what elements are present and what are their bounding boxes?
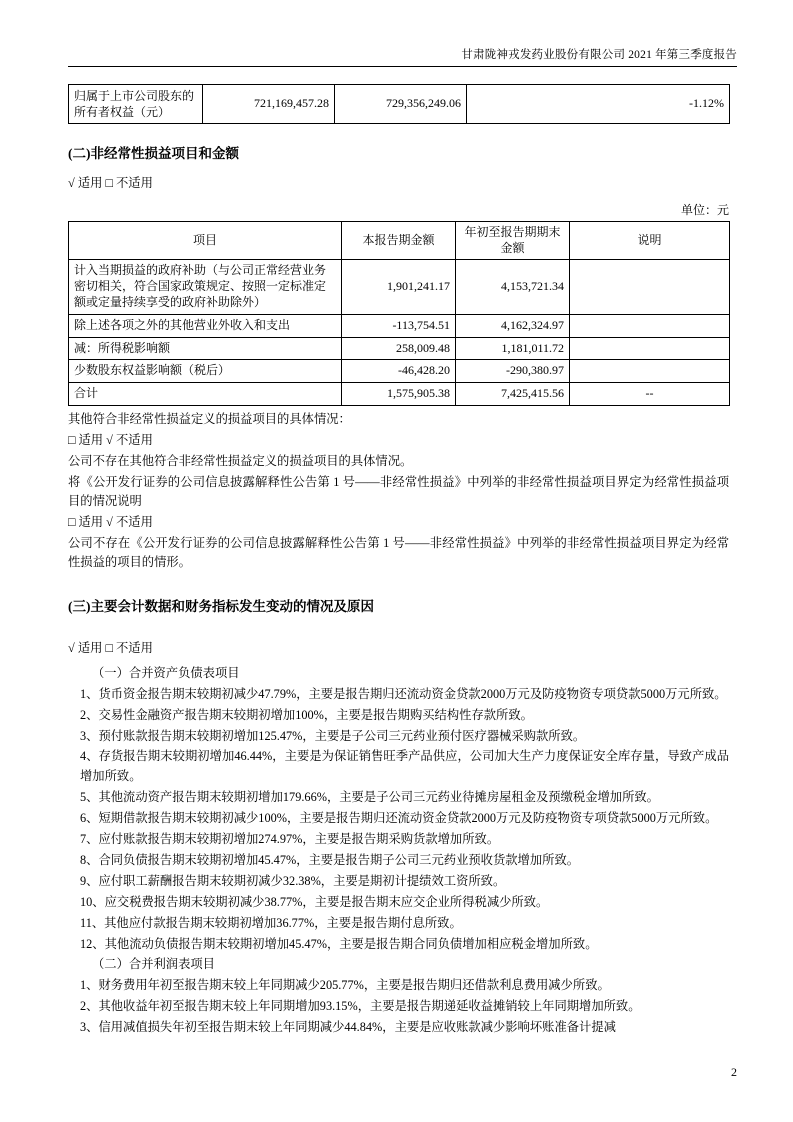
col-header-note: 说明 [570, 221, 730, 260]
equity-row-change: -1.12% [467, 85, 730, 124]
table-row [69, 360, 730, 383]
other-items-statement: 公司不存在其他符合非经常性损益定义的损益项目的具体情况。 [68, 454, 413, 469]
list-item: 7、应付账款报告期末较期初增加274.97%，主要是报告期采购货款增加所致。 [80, 832, 500, 847]
table-row [69, 337, 730, 360]
row-note [570, 337, 730, 360]
other-items-applicable: □ 适用 √ 不适用 [68, 433, 153, 448]
continued-equity-table [68, 84, 730, 124]
section-2-heading: (二)非经常性损益项目和金额 [68, 146, 239, 162]
row-item: 计入当期损益的政府补助（与公司正常经营业务密切相关，符合国家政策规定、按照一定标准定额或定量持续享受的政府补助除外） [69, 260, 342, 314]
list-item: 3、信用减值损失年初至报告期末较上年同期减少44.84%，主要是应收账款减少影响坏账准备计提减 [80, 1020, 616, 1035]
table-row [69, 314, 730, 337]
other-items-intro: 其他符合非经常性损益定义的损益项目的具体情况： [68, 412, 351, 427]
row-item: 减：所得税影响额 [69, 337, 342, 360]
row-current: 1,901,241.17 [342, 260, 456, 314]
nonrecurring-items-table [68, 221, 730, 406]
row-item: 除上述各项之外的其他营业外收入和支出 [69, 314, 342, 337]
reclassify-applicable: □ 适用 √ 不适用 [68, 515, 153, 530]
table-row [69, 260, 730, 314]
section-3-applicable: √ 适用 □ 不适用 [68, 640, 153, 655]
list-item: 8、合同负债报告期末较期初增加45.47%，主要是报告期子公司三元药业预收货款增加所致。 [80, 852, 580, 867]
col-header-current: 本报告期金额 [342, 221, 456, 260]
equity-row-prior: 729,356,249.06 [335, 85, 467, 124]
table-row [69, 85, 730, 124]
row-item: 合计 [69, 383, 342, 406]
col-header-ytd: 年初至报告期期末金额 [456, 221, 570, 260]
row-ytd: 4,153,721.34 [456, 260, 570, 314]
row-current: 1,575,905.38 [342, 383, 456, 406]
list-item: 4、存货报告期末较期初增加46.44%，主要是为保证销售旺季产品供应，公司加大生产力度保证安全库存量，导致产成品增加所致。 [80, 749, 729, 784]
row-ytd: -290,380.97 [456, 360, 570, 383]
row-current: 258,009.48 [342, 337, 456, 360]
list-item: 11、其他应付款报告期末较期初增加36.77%，主要是报告期付息所致。 [80, 915, 462, 930]
row-current: -113,754.51 [342, 314, 456, 337]
list-item: 10、应交税费报告期末较期初减少38.77%，主要是报告期末应交企业所得税减少所致。 [80, 894, 549, 909]
page-number: 2 [731, 1065, 737, 1079]
table-header-row [69, 221, 730, 260]
page-header: 甘肃陇神戎发药业股份有限公司 2021 年第三季度报告 [461, 49, 737, 61]
list-item: 2、其他收益年初至报告期末较上年同期增加93.15%，主要是报告期递延收益摊销较上年同期增加所致。 [80, 999, 641, 1014]
table-row [69, 383, 730, 406]
page-content [68, 84, 729, 1038]
row-note [570, 314, 730, 337]
row-note [570, 360, 730, 383]
list-item: 12、其他流动负债报告期末较期初增加45.47%，主要是报告期合同负债增加相应税金增加所致。 [80, 936, 598, 951]
row-ytd: 4,162,324.97 [456, 314, 570, 337]
list-item: 1、财务费用年初至报告期末较上年同期减少205.77%，主要是报告期归还借款利息费用减少所致。 [80, 978, 610, 993]
list-item: 2、交易性金融资产报告期末较期初增加100%，主要是报告期购买结构性存款所致。 [80, 707, 533, 722]
row-current: -46,428.20 [342, 360, 456, 383]
col-header-item: 项目 [69, 221, 342, 260]
list-item: 6、短期借款报告期末较期初减少100%，主要是报告期归还流动资金贷款2000万元及防疫物资专项贷款5000万元所致。 [80, 811, 718, 826]
list-item: 9、应付职工薪酬报告期末较期初减少32.38%，主要是期初计提绩效工资所致。 [80, 873, 506, 888]
group2-title: （二）合并利润表项目 [92, 957, 215, 972]
section-2-applicable: √ 适用 □ 不适用 [68, 175, 153, 190]
equity-row-current: 721,169,457.28 [203, 85, 335, 124]
group1-title: （一）合并资产负债表项目 [92, 665, 240, 680]
row-ytd: 1,181,011.72 [456, 337, 570, 360]
header-divider [68, 66, 737, 67]
list-item: 5、其他流动资产报告期末较期初增加179.66%，主要是子公司三元药业待摊房屋租金及预缴税金增加所致。 [80, 790, 659, 805]
list-item: 3、预付账款报告期末较期初增加125.47%，主要是子公司三元药业预付医疗器械采购款所致。 [80, 728, 586, 743]
reclassify-statement: 公司不存在《公开发行证券的公司信息披露解释性公告第 1 号——非经常性损益》中列举的非经常性损益项目界定为经常性损益的项目的情形。 [68, 536, 729, 570]
list-item: 1、货币资金报告期末较期初减少47.79%，主要是报告期归还流动资金贷款2000万元及防疫物资专项贷款5000万元所致。 [80, 686, 727, 701]
row-note [570, 260, 730, 314]
row-ytd: 7,425,415.56 [456, 383, 570, 406]
row-item: 少数股东权益影响额（税后） [69, 360, 342, 383]
unit-label: 单位：元 [680, 202, 729, 217]
row-note: -- [570, 383, 730, 406]
reclassify-intro: 将《公开发行证券的公司信息披露解释性公告第 1 号——非经常性损益》中列举的非经常性损益项目界定为经常性损益项目的情况说明 [68, 475, 729, 509]
equity-row-label: 归属于上市公司股东的所有者权益（元） [69, 85, 203, 124]
section-3-heading: (三)主要会计数据和财务指标发生变动的情况及原因 [68, 598, 374, 614]
